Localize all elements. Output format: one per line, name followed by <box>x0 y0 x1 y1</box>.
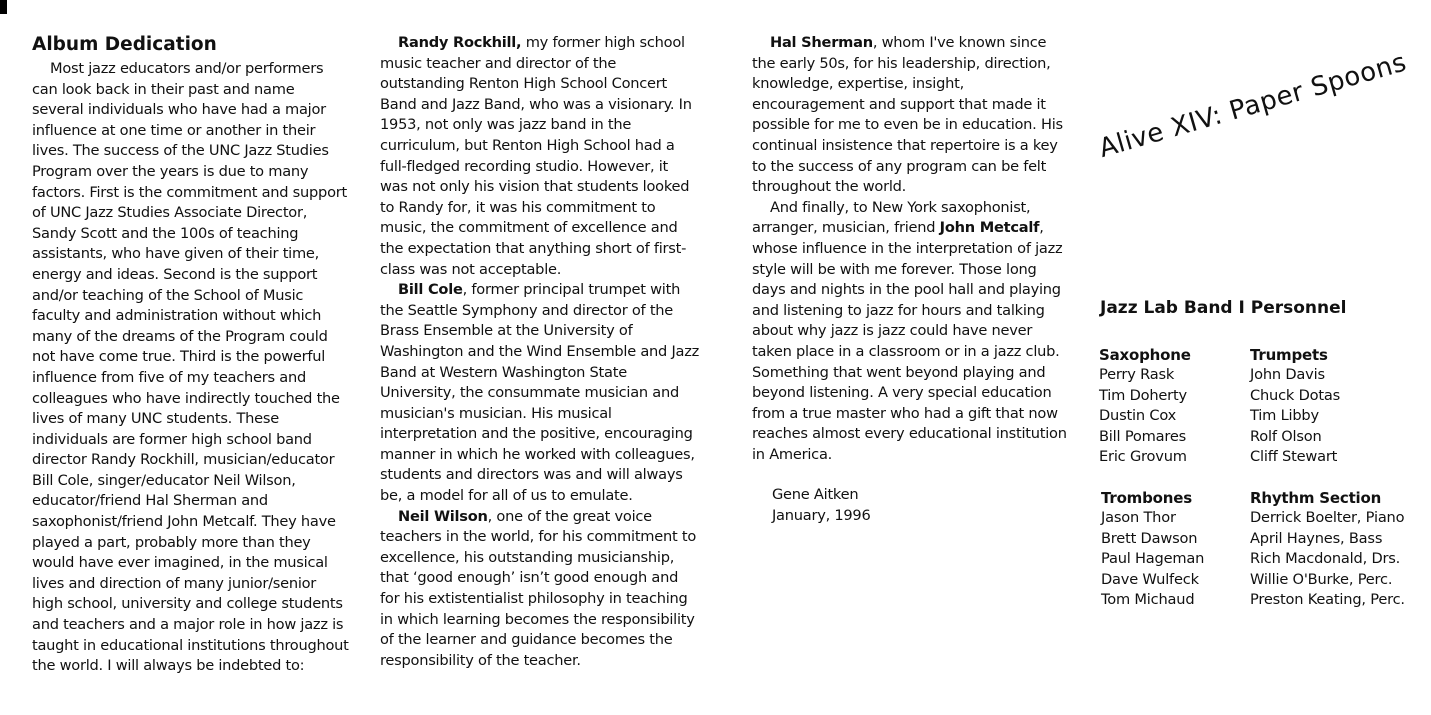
wilson-text: , one of the great voice teachers in the world, for his commitment to excellence, his outstanding musicianship, that ‘good enough’ isn’t good enough and for his extistentialist philosophy in teaching in which learning becomes the responsibility of the learner and guidance becomes the responsibility of the teacher. <box>380 507 696 669</box>
saxophone-heading: Saxophone <box>1099 346 1191 364</box>
personnel-title: Jazz Lab Band I Personnel <box>1100 298 1347 318</box>
trumpets-list <box>1250 365 1340 467</box>
list-item: Rich Macdonald, Drs. <box>1250 550 1401 568</box>
trombones-list <box>1101 508 1204 610</box>
rockhill-paragraph <box>380 33 700 280</box>
dedication-title: Album Dedication <box>32 34 217 55</box>
sherman-paragraph <box>752 33 1070 198</box>
list-item: Jason Thor <box>1101 509 1176 527</box>
saxophone-section <box>1099 345 1191 467</box>
rhythm-list <box>1250 508 1405 610</box>
list-item: Rolf Olson <box>1250 427 1322 445</box>
metcalf-paragraph <box>752 198 1070 466</box>
rockhill-text: my former high school music teacher and director of the outstanding Renton High School Concert Band and Jazz Band, who was a visionary. In 1953, not only was jazz band in the curriculum, but Renton High School had a full-fledged recording studio. However, it was not only his vision that students looked to Randy for, it was his commitment to music, the commitment of excellence and the expectation that anything short of first-class was not acceptable. <box>380 34 692 278</box>
album-title: Alive XIV: Paper Spoons <box>1095 47 1410 164</box>
trumpets-heading: Trumpets <box>1250 346 1328 364</box>
list-item: Paul Hageman <box>1101 550 1205 568</box>
metcalf-text: , whose influence in the interpretation of jazz style will be with me forever. Those long days and nights in the pool hall and playing and listening to jazz for hours and talking about why jazz is jazz could have never taken place in a classroom or in a jazz club. Something that went beyond playing and beyond listening. A very special education from a true master who had a gift that now reaches almost every educational institution in America. <box>752 219 1067 463</box>
rhythm-section <box>1250 488 1405 610</box>
list-item: Bill Pomares <box>1099 427 1187 445</box>
wilson-paragraph <box>380 507 700 672</box>
sherman-name: Hal Sherman <box>770 34 873 51</box>
scan-corner-mark <box>0 0 7 14</box>
list-item: Willie O'Burke, Perc. <box>1250 570 1393 588</box>
cole-paragraph <box>380 280 700 507</box>
signature-name: Gene Aitken <box>772 486 859 504</box>
cole-text: , former principal trumpet with the Seattle Symphony and director of the Brass Ensemble at the University of Washington and the Wind Ensemble and Jazz Band at Western Washington State University, the consummate musician and musician's musician. His musical interpretation and the positive, encouraging manner in which he worked with colleagues, students and directors was and will always be, a model for all of us to emulate. <box>380 281 700 505</box>
list-item: Brett Dawson <box>1101 529 1198 547</box>
dedication-column-1 <box>32 33 350 677</box>
list-item: Eric Grovum <box>1099 448 1187 466</box>
signature-date: January, 1996 <box>772 507 871 525</box>
dedication-intro-paragraph: Most jazz educators and/or performers can look back in their past and name several individuals who have had a major influence at one time or another in their lives. The success of the UNC Jazz Studies Program over the years is due to many factors. First is the commitment and support of UNC Jazz Studies Associate Director, Sandy Scott and the 100s of teaching assistants, who have given of their time, energy and ideas. Second is the support and/or teaching of the School of Music faculty and administration without which many of the dreams of the Program could not have come true. Third is the powerful influence from five of my teachers and colleagues who have indirectly touched the lives of many UNC students. These individuals are former high school band director Randy Rockhill, musician/educator Bill Cole, singer/educator Neil Wilson, educator/friend Hal Sherman and saxophonist/friend John Metcalf. They have played a part, probably more than they would have ever imagined, in the musical lives and direction of many junior/senior high school, university and college students and teachers and a major role in how jazz is taught in educational institutions throughout the world. I will always be indebted to: <box>32 60 349 675</box>
list-item: Preston Keating, Perc. <box>1250 591 1405 609</box>
trombones-section <box>1101 488 1204 610</box>
dedication-column-3 <box>752 33 1070 527</box>
list-item: Cliff Stewart <box>1250 448 1338 466</box>
list-item: Tom Michaud <box>1101 591 1195 609</box>
list-item: Tim Libby <box>1250 407 1319 425</box>
list-item: John Davis <box>1250 366 1325 384</box>
cole-name: Bill Cole <box>398 281 463 299</box>
trumpets-section <box>1250 345 1340 467</box>
list-item: Dave Wulfeck <box>1101 570 1199 588</box>
metcalf-name: John Metcalf <box>939 219 1040 237</box>
rhythm-heading: Rhythm Section <box>1250 489 1382 507</box>
list-item: Perry Rask <box>1099 366 1175 384</box>
sherman-text: , whom I've known since the early 50s, for his leadership, direction, knowledge, expertise, insight, encouragement and support that made it possible for me to even be in education. His continual insistence that repertoire is a key to the success of any program can be felt throughout the world. <box>752 34 1063 196</box>
wilson-name: Neil Wilson <box>398 507 488 525</box>
list-item: April Haynes, Bass <box>1250 529 1383 547</box>
dedication-column-2 <box>380 33 700 671</box>
list-item: Chuck Dotas <box>1250 386 1341 404</box>
list-item: Derrick Boelter, Piano <box>1250 509 1405 527</box>
saxophone-list <box>1099 365 1191 467</box>
list-item: Tim Doherty <box>1099 386 1187 404</box>
metcalf-intro: And finally, to New York saxophonist, arranger, musician, friend <box>752 198 1031 237</box>
rockhill-name: Randy Rockhill, <box>398 34 522 51</box>
trombones-heading: Trombones <box>1101 489 1192 507</box>
signature-block <box>752 485 1070 526</box>
list-item: Dustin Cox <box>1099 407 1177 425</box>
